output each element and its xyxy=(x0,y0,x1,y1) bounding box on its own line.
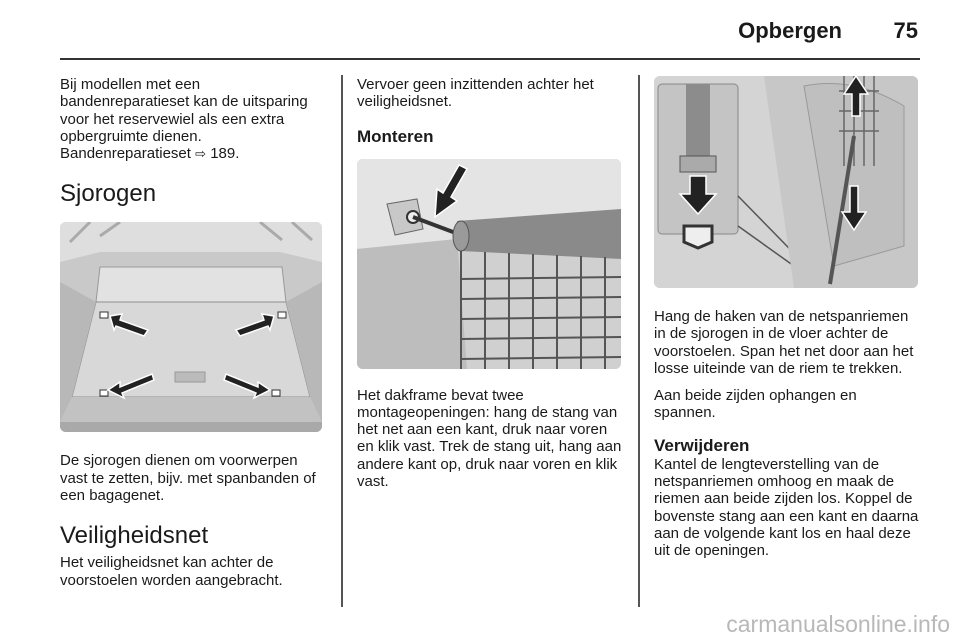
page-number: 75 xyxy=(893,18,918,43)
paragraph-verwijderen: Kantel de lengteverstelling van de netspanriemen omhoog en maak de riemen aan beide zijden los. Koppel de bovenste stang aan een kant en daarna aan de volgende kant los en haal deze uit de openingen. xyxy=(654,455,919,560)
paragraph-warning: Vervoer geen inzittenden achter het veiligheidsnet. xyxy=(357,76,594,111)
trunk-tie-down-illustration xyxy=(60,222,322,432)
column-right xyxy=(654,76,922,560)
net-strap-hook-illustration xyxy=(654,76,918,288)
column-left xyxy=(60,76,325,589)
reference-page[interactable]: 189. xyxy=(210,145,240,163)
paragraph-intro xyxy=(60,76,325,162)
heading-veiligheidsnet: Veiligheidsnet xyxy=(60,522,209,550)
header-rule xyxy=(60,58,920,60)
heading-monteren: Monteren xyxy=(357,126,434,146)
paragraph-hang: Hang de haken van de netspanriemen in de sjorogen in de vloer achter de voorstoelen. Span het net door aan het losse uiteinde van de riem te trekken. xyxy=(654,308,914,377)
section-title: Opbergen xyxy=(738,18,842,43)
paragraph-both-sides: Aan beide zijden ophangen en spannen. xyxy=(654,387,857,422)
page-header xyxy=(60,0,920,60)
column-divider xyxy=(341,75,343,607)
paragraph-veiligheidsnet: Het veiligheidsnet kan achter de voorstoelen worden aangebracht. xyxy=(60,554,283,589)
heading-verwijderen: Verwijderen xyxy=(654,435,750,455)
column-divider xyxy=(638,75,640,607)
heading-sjorogen: Sjorogen xyxy=(60,180,157,208)
paragraph-monteren: Het dakframe bevat twee montageopeningen: hang de stang van het net aan een kant, druk naar voren en klik vast. Trek de stang uit, hang aan andere kant op, druk naar voren en klik vast. xyxy=(357,386,622,491)
reference-arrow-icon: ⇨ xyxy=(195,146,207,162)
safety-net-mounting-illustration xyxy=(357,159,621,369)
intro-text: Bij modellen met een bandenreparatieset kan de uitsparing voor het reservewiel als een extra opbergruimte dienen. Bandenreparatieset xyxy=(60,76,308,163)
paragraph-sjorogen: De sjorogen dienen om voorwerpen vast te zetten, bijv. met spanbanden of een bagagenet. xyxy=(60,452,316,505)
watermark[interactable]: carmanualsonline.info xyxy=(726,611,950,637)
column-middle xyxy=(357,76,622,490)
